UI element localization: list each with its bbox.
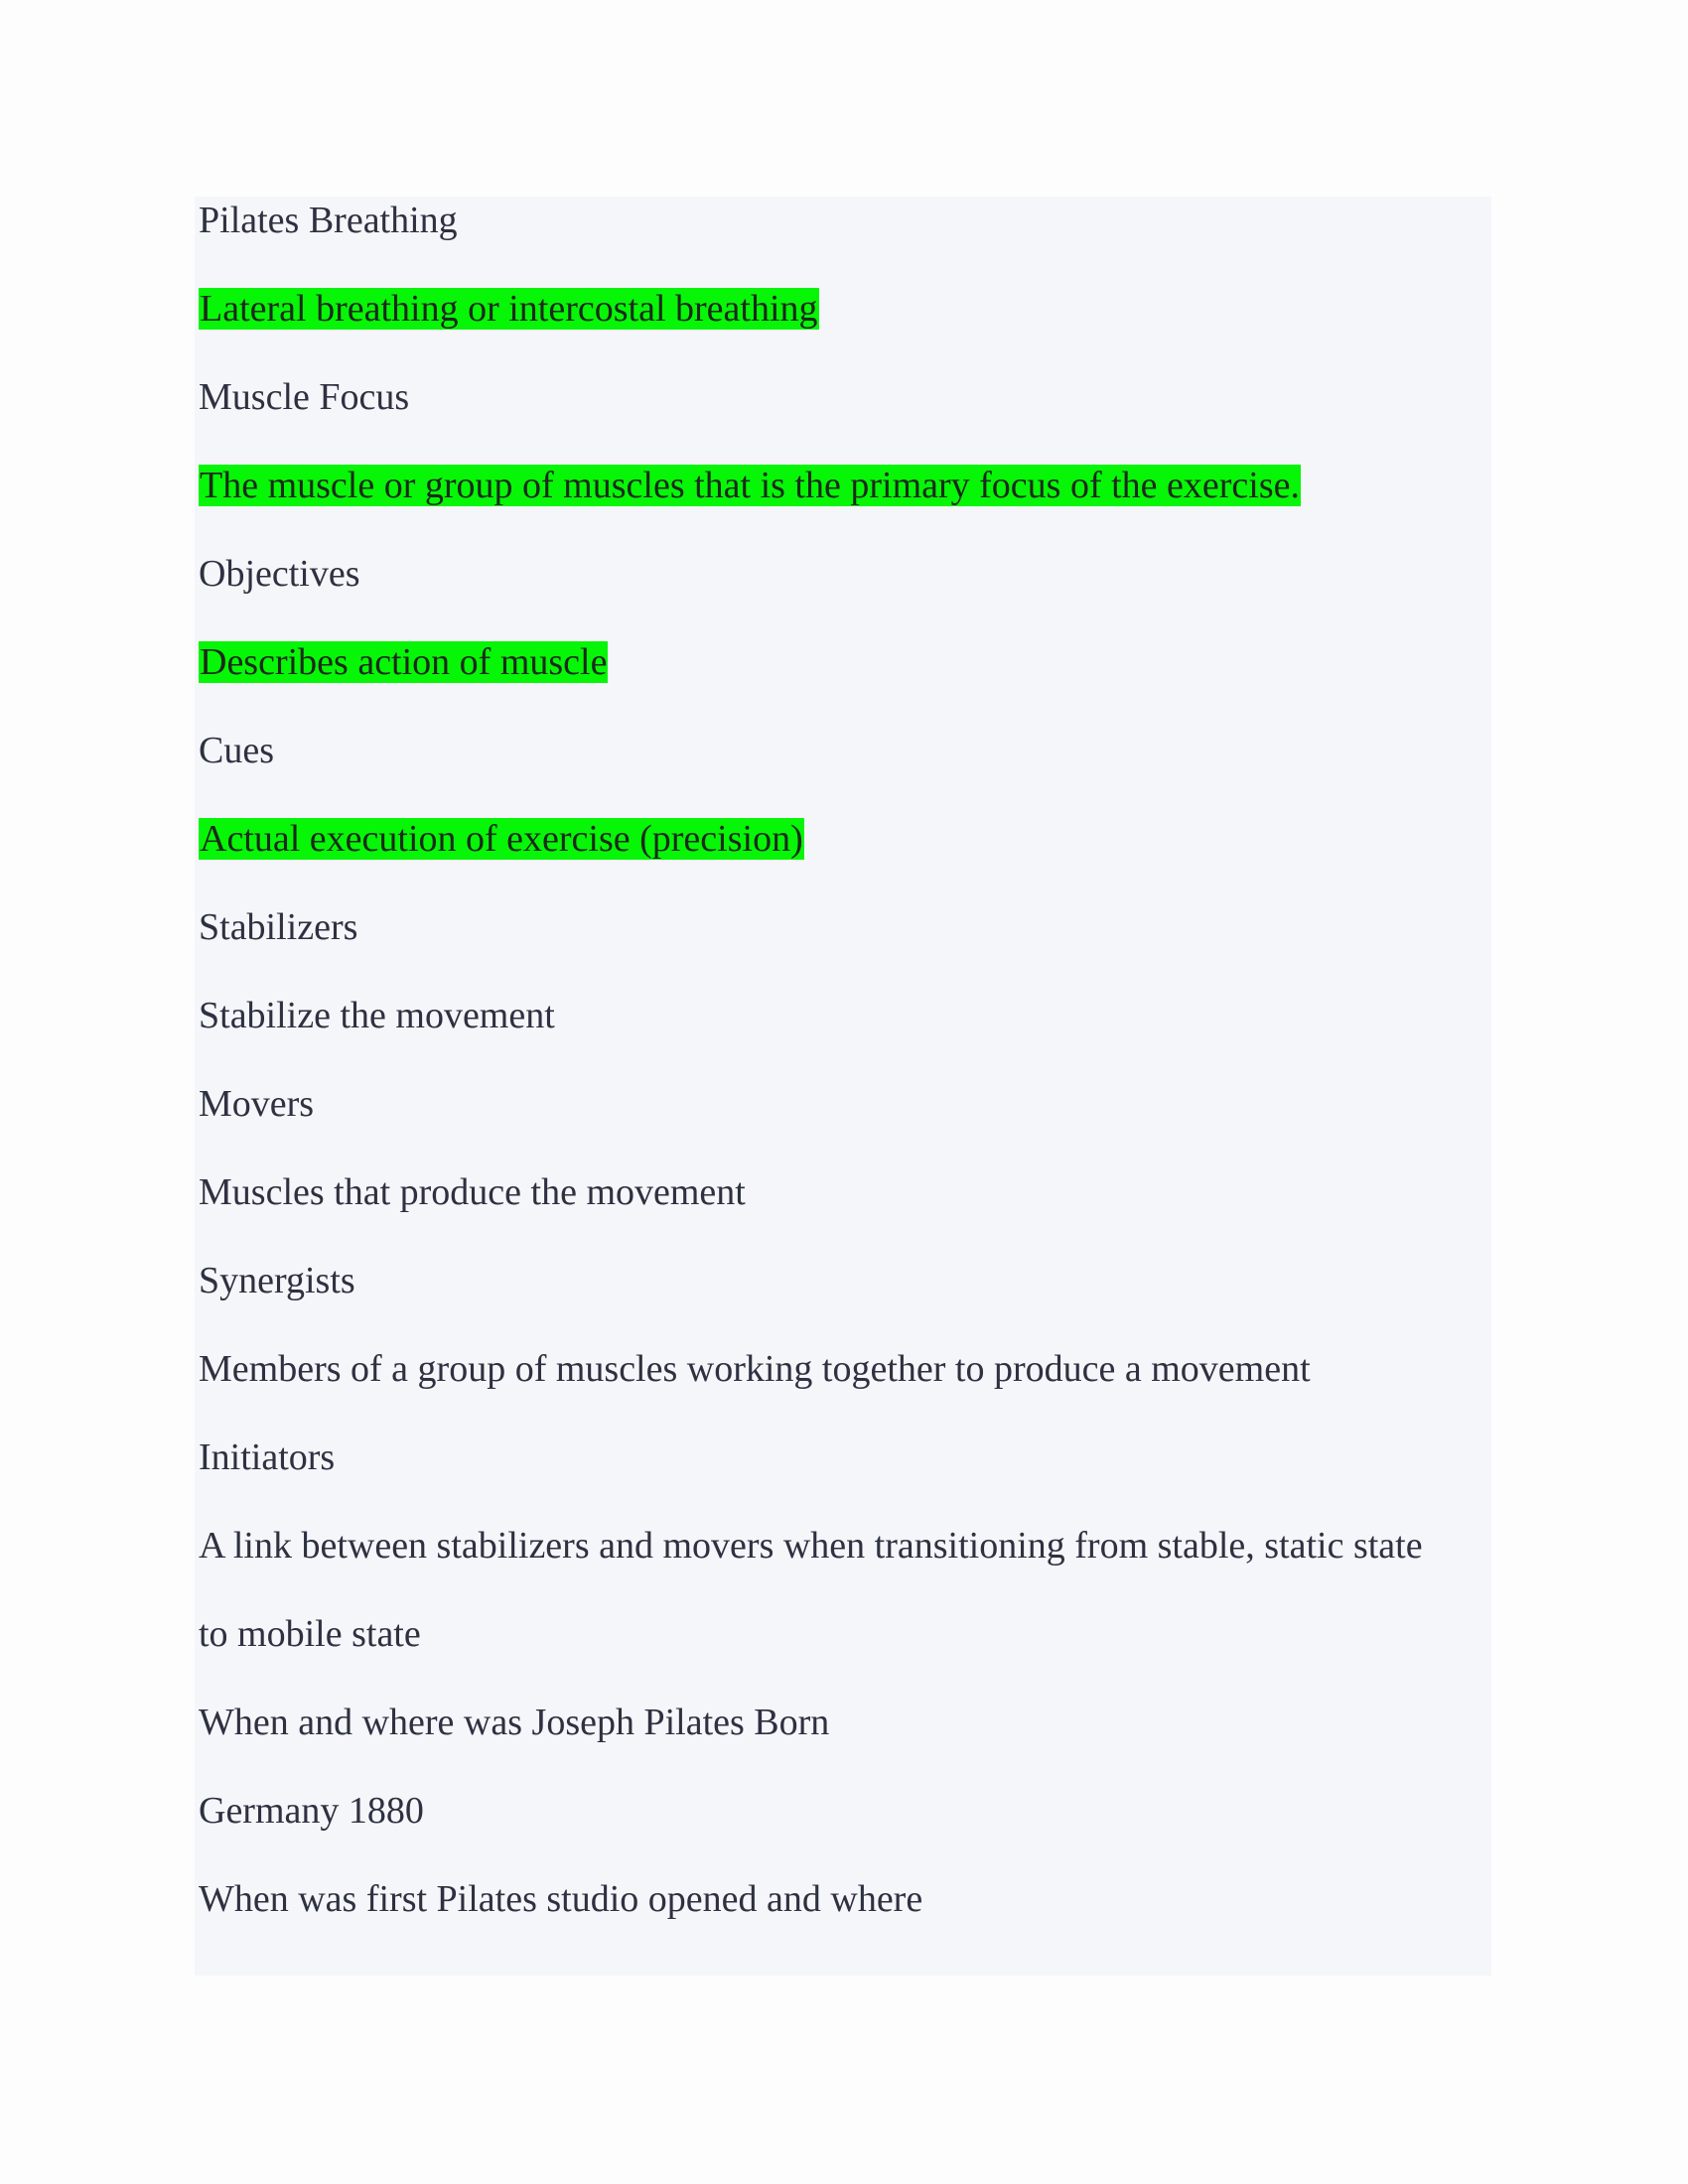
line-question-birth: [199, 1697, 829, 1748]
line-definition-synergists: [199, 1343, 1311, 1395]
line-text: Stabilize the movement: [199, 995, 555, 1036]
highlighted-text: Describes action of muscle: [200, 641, 608, 683]
line-term-cues: [199, 725, 274, 776]
line-text: A link between stabilizers and movers when transitioning from stable, static state: [199, 1525, 1423, 1567]
line-text: Pilates Breathing: [199, 200, 458, 241]
line-text: Muscle Focus: [199, 376, 410, 418]
line-question-studio: [199, 1873, 922, 1925]
line-answer-birth: [199, 1785, 424, 1837]
line-definition-initiators-continued: [199, 1608, 421, 1660]
line-definition-pilates-breathing: [199, 283, 819, 335]
line-definition-cues: [199, 813, 804, 865]
line-text: Stabilizers: [199, 906, 358, 948]
line-text: Members of a group of muscles working together to produce a movement: [199, 1348, 1311, 1390]
line-text: Synergists: [199, 1260, 355, 1301]
line-term-stabilizers: [199, 901, 357, 953]
line-text: Objectives: [199, 553, 360, 595]
line-text: When was first Pilates studio opened and where: [199, 1878, 923, 1920]
line-definition-stabilizers: [199, 990, 555, 1041]
line-term-objectives: [199, 548, 360, 600]
line-term-movers: [199, 1078, 314, 1130]
line-definition-muscle-focus: [199, 460, 1301, 511]
line-text: Movers: [199, 1083, 315, 1125]
line-term-pilates-breathing: [199, 195, 458, 246]
line-text: to mobile state: [199, 1613, 421, 1655]
highlighted-text: The muscle or group of muscles that is the primary focus of the exercise.: [200, 465, 1300, 506]
line-text: Cues: [199, 730, 274, 771]
line-term-muscle-focus: [199, 371, 409, 423]
line-text: Germany 1880: [199, 1790, 424, 1832]
line-text: Initiators: [199, 1436, 336, 1478]
line-text: When and where was Joseph Pilates Born: [199, 1702, 830, 1743]
line-definition-objectives: [199, 636, 608, 688]
line-definition-initiators: [199, 1520, 1423, 1571]
line-term-synergists: [199, 1255, 355, 1306]
highlighted-text: Lateral breathing or intercostal breathing: [200, 288, 818, 330]
highlighted-text: Actual execution of exercise (precision): [200, 818, 803, 860]
line-term-initiators: [199, 1432, 335, 1483]
line-definition-movers: [199, 1166, 746, 1218]
line-text: Muscles that produce the movement: [199, 1171, 746, 1213]
